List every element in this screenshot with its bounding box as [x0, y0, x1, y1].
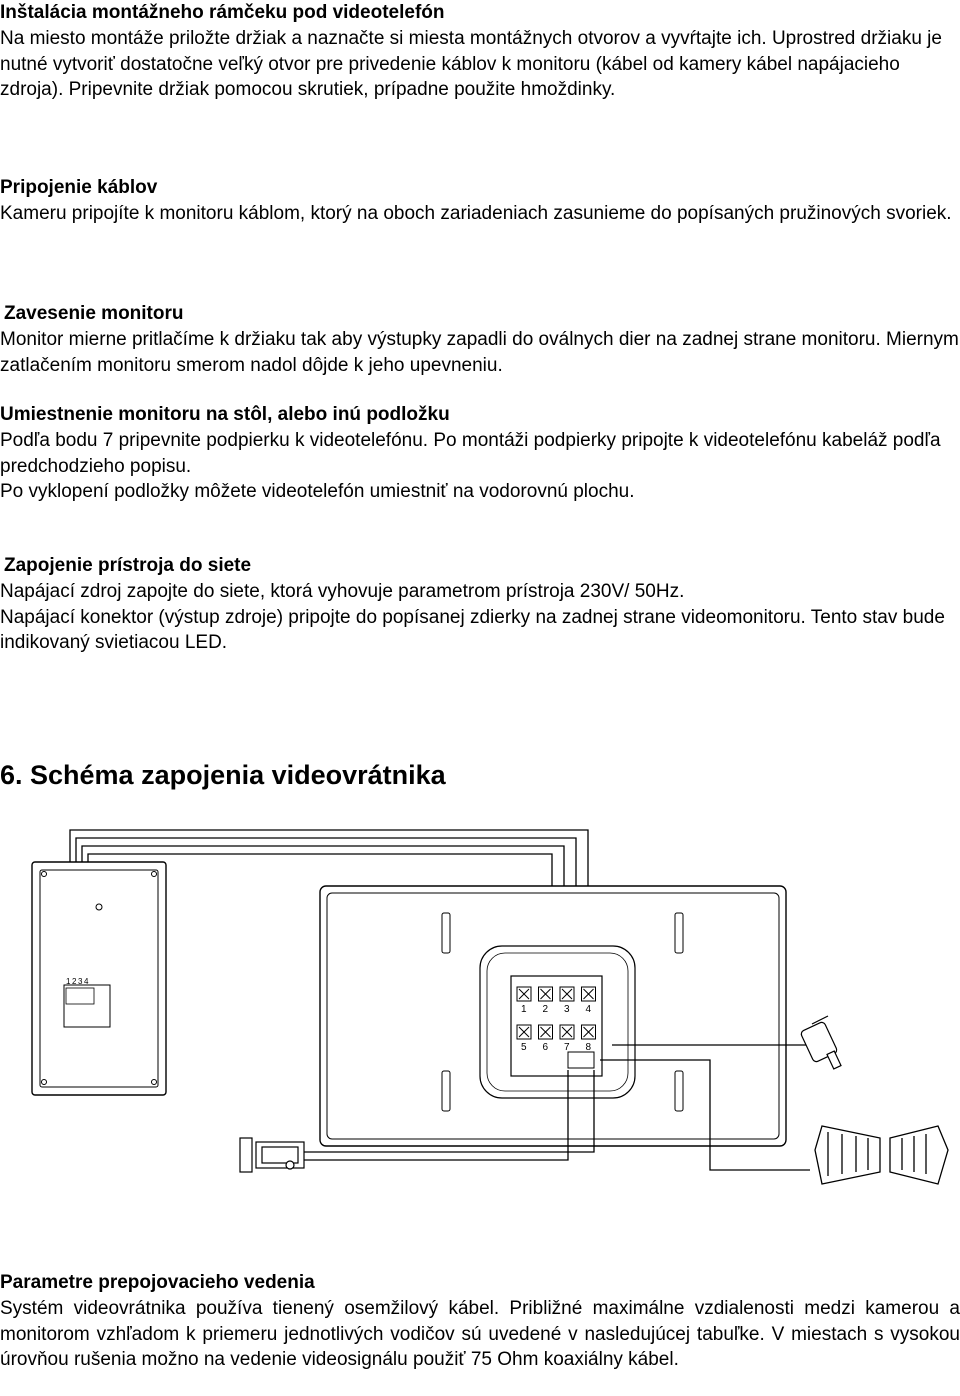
- section-body: Po vyklopení podložky môžete videotelefón umiestniť na vodorovnú plochu.: [0, 481, 635, 502]
- monitor-terminal-label: 5: [521, 1042, 527, 1053]
- wiring-diagram: [0, 820, 960, 1240]
- section-cable-parameters: [0, 1270, 960, 1373]
- section-power-connection: [0, 553, 960, 656]
- section-heading: Umiestnenie monitoru na stôl, alebo inú podložku: [0, 404, 450, 425]
- section-table-placement: [0, 402, 960, 505]
- camera-terminal-label: 1: [66, 977, 71, 986]
- section-body: Napájací zdroj zapojte do siete, ktorá vyhovuje parametrom prístroja 230V/ 50Hz.: [0, 581, 685, 602]
- section-body: Napájací konektor (výstup zdroje) pripojte do popísanej zdierky na zadnej strane videomonitoru. Tento stav bude indikovaný svietiacou LED.: [0, 606, 945, 653]
- section-heading: Pripojenie káblov: [0, 177, 158, 198]
- camera-terminal-label: 4: [84, 977, 89, 986]
- monitor-back: [320, 886, 786, 1146]
- camera-terminal-label: 3: [78, 977, 83, 986]
- monitor-terminal-label: 1: [521, 1004, 527, 1015]
- section-heading: Zapojenie prístroja do siete: [4, 555, 252, 576]
- section-heading: Inštalácia montážneho rámčeku pod videotelefón: [0, 2, 445, 23]
- monitor-terminal-label: 3: [564, 1004, 570, 1015]
- chapter-title: 6. Schéma zapojenia videovrátnika: [0, 760, 446, 790]
- electric-lock-icon: [240, 1138, 304, 1172]
- section-monitor-hanging: [0, 301, 960, 378]
- section-body: Kameru pripojíte k monitoru káblom, ktorý na oboch zariadeniach zasunieme do popísaných pružinových svoriek.: [0, 203, 952, 224]
- monitor-terminal-label: 8: [585, 1042, 592, 1053]
- section-heading: Parametre prepojovacieho vedenia: [0, 1272, 315, 1293]
- section-body: Podľa bodu 7 pripevnite podpierku k videotelefónu. Po montáži podpierky pripojte k videotelefónu kabeláž podľa predchodzieho popisu.: [0, 430, 941, 477]
- section-cable-connection: [0, 175, 960, 227]
- monitor-terminal-label: 6: [542, 1042, 549, 1053]
- section-body: Systém videovrátnika používa tienený osemžilový kábel. Približné maximálne vzdialenosti medzi kamerou a monitorom vzhľadom k priemeru jednotlivých vodičov sú uvedené v nasledujúcej tabuľke. V miestach s vysokou úrovňou rušenia možno na vedenie videosignálu použiť 75 Ohm koaxiálny kábel.: [0, 1298, 960, 1370]
- section-installation: [0, 0, 960, 103]
- monitor-terminal-label: 7: [564, 1042, 570, 1053]
- door-camera-panel: [32, 862, 166, 1095]
- monitor-terminal-label: 4: [585, 1004, 592, 1015]
- camera-terminal-label: 2: [72, 977, 77, 986]
- section-body: Monitor mierne pritlačíme k držiaku tak aby výstupky zapadli do oválnych dier na zadnej strane monitoru. Miernym zatlačením monitoru smerom nadol dôjde k jeho upevneniu.: [0, 329, 959, 376]
- power-adapter-icon: [800, 1016, 841, 1069]
- gate-motor-icon: [815, 1126, 948, 1184]
- section-heading: Zavesenie monitoru: [4, 303, 184, 324]
- monitor-terminal-label: 2: [542, 1004, 549, 1015]
- section-body: Na miesto montáže priložte držiak a naznačte si miesta montážnych otvorov a vyvŕtajte ich. Uprostred držiaku je nutné vytvoriť dostatočne veľký otvor pre privedenie káblov k monitoru (kábel od kamery kábel napájacieho zdroja). Pripevnite držiak pomocou skrutiek, prípadne použite hmoždinky.: [0, 28, 942, 100]
